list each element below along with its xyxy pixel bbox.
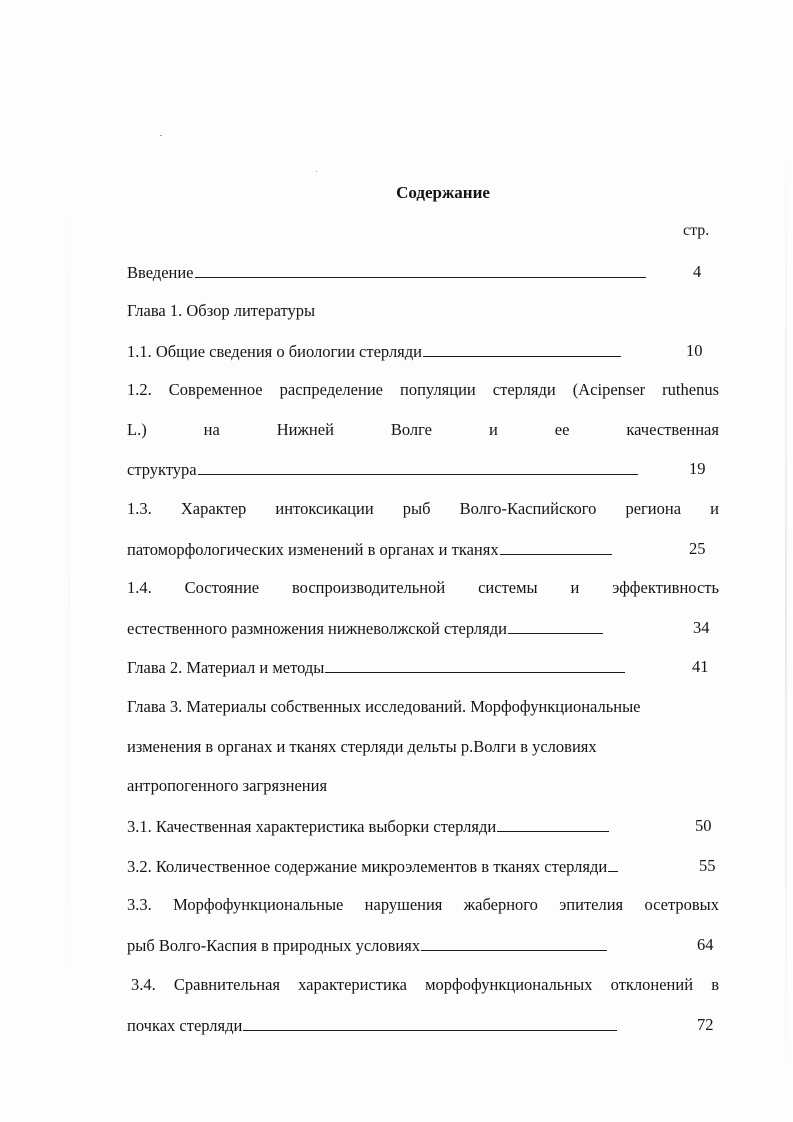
toc-page-number: 4: [693, 262, 702, 281]
toc-entry-3-3-line-1: 3.3. Морфофункциональные нарушения жаберного эпителия осетровых: [127, 895, 719, 914]
scan-speck: [316, 171, 317, 172]
leader-line: [243, 1014, 617, 1031]
toc-word: на: [203, 420, 220, 439]
toc-page-number: 25: [689, 539, 706, 558]
toc-entry-3-4-line-1: 3.4. Сравнительная характеристика морфофункциональных отклонений в: [131, 975, 719, 994]
toc-entry-text: патоморфологических изменений в органах и тканях: [127, 540, 499, 559]
toc-entry-text: Глава 2. Материал и методы: [127, 658, 325, 677]
toc-entry-text: рыб Волго-Каспия в природных условиях: [127, 936, 421, 955]
toc-entry-text: Глава 1. Обзор литературы: [127, 301, 316, 320]
leader-line: [423, 340, 621, 357]
toc-entry-text: 3.2. Количественное содержание микроэлементов в тканях стерляди: [127, 857, 608, 876]
toc-entry-3-1: [127, 815, 719, 838]
toc-word: ее: [554, 420, 570, 439]
toc-page-number: 64: [697, 935, 714, 954]
toc-entry-1-3-line-2: [127, 538, 719, 561]
toc-entry-1-4-line-2: [127, 617, 719, 640]
toc-entry-3-2: [127, 855, 719, 878]
toc-entry-1-4-line-1: 1.4. Состояние воспроизводительной системы и эффективность: [127, 578, 719, 597]
toc-page-number: 50: [695, 816, 712, 835]
toc-entry-1-2-line-3: [127, 458, 719, 481]
leader-line: [608, 855, 618, 872]
toc-page-number: 19: [689, 459, 706, 478]
leader-line: [198, 458, 638, 475]
toc-word: Нижней: [276, 420, 334, 439]
toc-entry-3-4-line-2: [127, 1014, 719, 1037]
toc-word: L.): [127, 420, 147, 439]
toc-word: Волге: [390, 420, 433, 439]
page-column-label: стр.: [683, 222, 710, 239]
leader-line: [508, 617, 603, 634]
toc-page-number: 55: [699, 856, 716, 875]
toc-entry-1-1: [127, 340, 719, 363]
toc-entry-1-2-line-2: [127, 419, 719, 441]
toc-entry-1-2-line-1: 1.2. Современное распределение популяции стерляди (Acipenser ruthenus: [127, 380, 719, 399]
scan-edge-shadow: [785, 120, 787, 1100]
leader-line: [195, 261, 646, 278]
toc-entry-3-3-line-2: [127, 934, 719, 957]
toc-entry-text: почках стерляди: [127, 1016, 243, 1035]
toc-entry-text: 1.1. Общие сведения о биологии стерляди: [127, 342, 422, 361]
toc-entry-text: 3.1. Качественная характеристика выборки стерляди: [127, 817, 497, 836]
toc-entry-chapter-3-line-1: Глава 3. Материалы собственных исследований. Морфофункциональные: [127, 697, 641, 716]
toc-entry-text: естественного размножения нижневолжской стерляди: [127, 619, 507, 638]
toc-page-number: 10: [686, 341, 703, 360]
toc-entry-chapter-1: [127, 300, 719, 322]
toc-entry-1-3-line-1: 1.3. Характер интоксикации рыб Волго-Каспийского региона и: [127, 499, 719, 518]
page-title: Содержание: [396, 183, 490, 202]
leader-line: [325, 656, 625, 673]
toc-entry-chapter-3-line-2: изменения в органах и тканях стерляди дельты р.Волги в условиях: [127, 737, 597, 756]
toc-word: качественная: [626, 420, 719, 439]
leader-line: [497, 815, 609, 832]
toc-page-number: 41: [692, 657, 709, 676]
toc-entry-chapter-3-line-3: антропогенного загрязнения: [127, 776, 328, 795]
toc-entry-text: Введение: [127, 263, 194, 282]
scan-edge-shadow: [68, 90, 69, 1090]
scan-speck: [160, 135, 162, 136]
toc-page-number: 72: [697, 1015, 714, 1034]
toc-word: и: [488, 420, 498, 439]
toc-entry-chapter-2: [127, 656, 719, 679]
toc-entry-intro: [127, 261, 719, 284]
toc-page-number: 34: [693, 618, 710, 637]
toc-entry-text: структура: [127, 460, 197, 479]
leader-line: [421, 934, 607, 951]
leader-line: [500, 538, 612, 555]
